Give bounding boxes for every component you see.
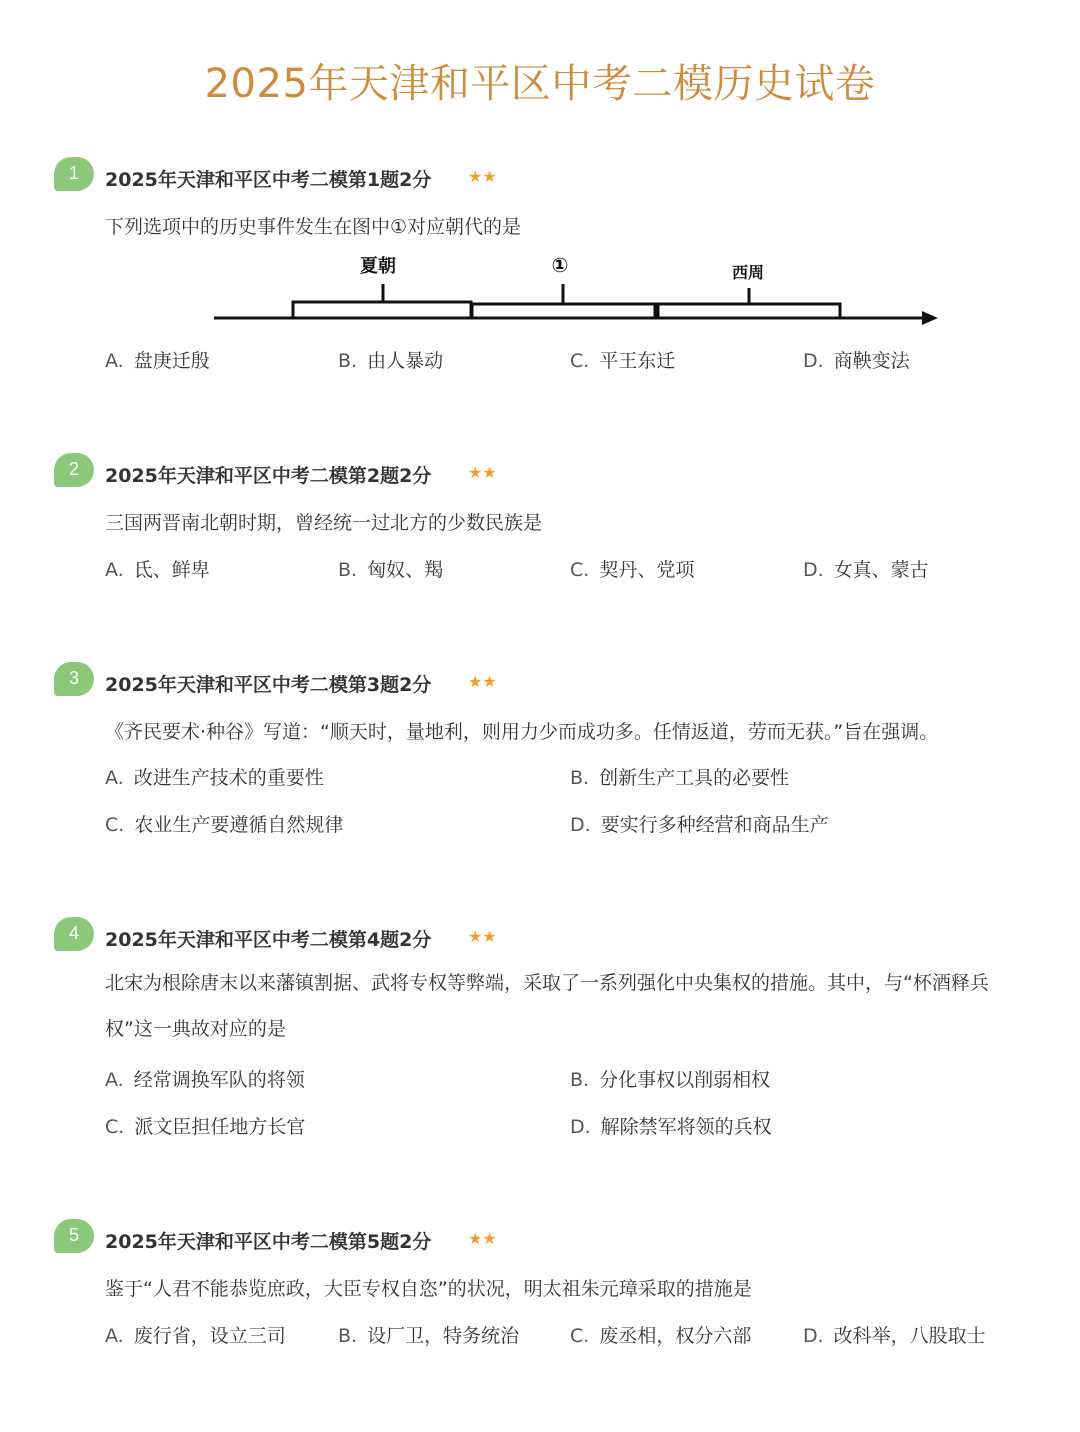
option-d[interactable]: D. 改科举，八股取士 [803, 1325, 986, 1347]
difficulty-stars: ★★ [468, 167, 497, 186]
option-b[interactable]: B. 由人暴动 [338, 350, 444, 372]
question-header: 2025年天津和平区中考二模第5题2分 [105, 1231, 432, 1253]
timeline-figure [200, 248, 945, 328]
question-header: 2025年天津和平区中考二模第3题2分 [105, 674, 432, 696]
timeline-arrow-icon [922, 311, 938, 325]
question-number-badge: 5 [54, 1219, 94, 1253]
timeline-label-xia: 夏朝 [360, 256, 396, 277]
option-d[interactable]: D. 女真、蒙古 [803, 559, 929, 581]
period-box-1 [472, 304, 655, 318]
option-b[interactable]: B. 匈奴、羯 [338, 559, 444, 581]
option-c[interactable]: C. 平王东迁 [570, 350, 676, 372]
difficulty-stars: ★★ [468, 463, 497, 482]
option-c[interactable]: C. 废丞相，权分六部 [570, 1325, 752, 1347]
difficulty-stars: ★★ [468, 1229, 497, 1248]
timeline-label-xizhou: 西周 [731, 263, 765, 282]
option-a[interactable]: A. 废行省，设立三司 [105, 1325, 286, 1347]
question-number-badge: 1 [54, 157, 94, 191]
question-number-badge: 3 [54, 662, 94, 696]
option-c[interactable]: C. 契丹、党项 [570, 559, 695, 581]
page-title: 2025年天津和平区中考二模历史试卷 [204, 61, 876, 107]
option-c[interactable]: C. 农业生产要遵循自然规律 [105, 814, 344, 836]
period-box-xizhou [658, 304, 840, 318]
question-number-badge: 2 [54, 453, 94, 487]
question-stem: 北宋为根除唐末以来藩镇割据、武将专权等弊端，采取了一系列强化中央集权的措施。其中，与“杯酒释兵权”这一典故对应的是 [105, 972, 989, 1040]
option-d[interactable]: D. 解除禁军将领的兵权 [570, 1116, 772, 1138]
option-a[interactable]: A. 改进生产技术的重要性 [105, 767, 324, 789]
question-stem: 下列选项中的历史事件发生在图中①对应朝代的是 [105, 216, 522, 238]
period-box-xia [293, 302, 471, 318]
difficulty-stars: ★★ [468, 672, 497, 691]
option-a[interactable]: A. 氐、鲜卑 [105, 559, 210, 581]
option-a[interactable]: A. 经常调换军队的将领 [105, 1069, 305, 1091]
option-b[interactable]: B. 设厂卫，特务统治 [338, 1325, 520, 1347]
question-stem: 三国两晋南北朝时期，曾经统一过北方的少数民族是 [105, 512, 543, 534]
option-b[interactable]: B. 创新生产工具的必要性 [570, 767, 790, 789]
question-stem: 鉴于“人君不能恭览庶政，大臣专权自恣”的状况，明太祖朱元璋采取的措施是 [105, 1278, 752, 1300]
option-b[interactable]: B. 分化事权以削弱相权 [570, 1069, 771, 1091]
difficulty-stars: ★★ [468, 927, 497, 946]
timeline-label-1: ① [551, 253, 569, 277]
question-stem: 《齐民要术·种谷》写道：“顺天时，量地利，则用力少而成功多。任情返道，劳而无获。”旨在强调。 [105, 721, 939, 743]
option-d[interactable]: D. 商鞅变法 [803, 350, 910, 372]
option-a[interactable]: A. 盘庚迁殷 [105, 350, 210, 372]
question-header: 2025年天津和平区中考二模第2题2分 [105, 465, 432, 487]
option-c[interactable]: C. 派文臣担任地方长官 [105, 1116, 306, 1138]
question-number-badge: 4 [54, 917, 94, 951]
question-header: 2025年天津和平区中考二模第4题2分 [105, 929, 432, 951]
question-header: 2025年天津和平区中考二模第1题2分 [105, 169, 432, 191]
option-d[interactable]: D. 要实行多种经营和商品生产 [570, 814, 829, 836]
